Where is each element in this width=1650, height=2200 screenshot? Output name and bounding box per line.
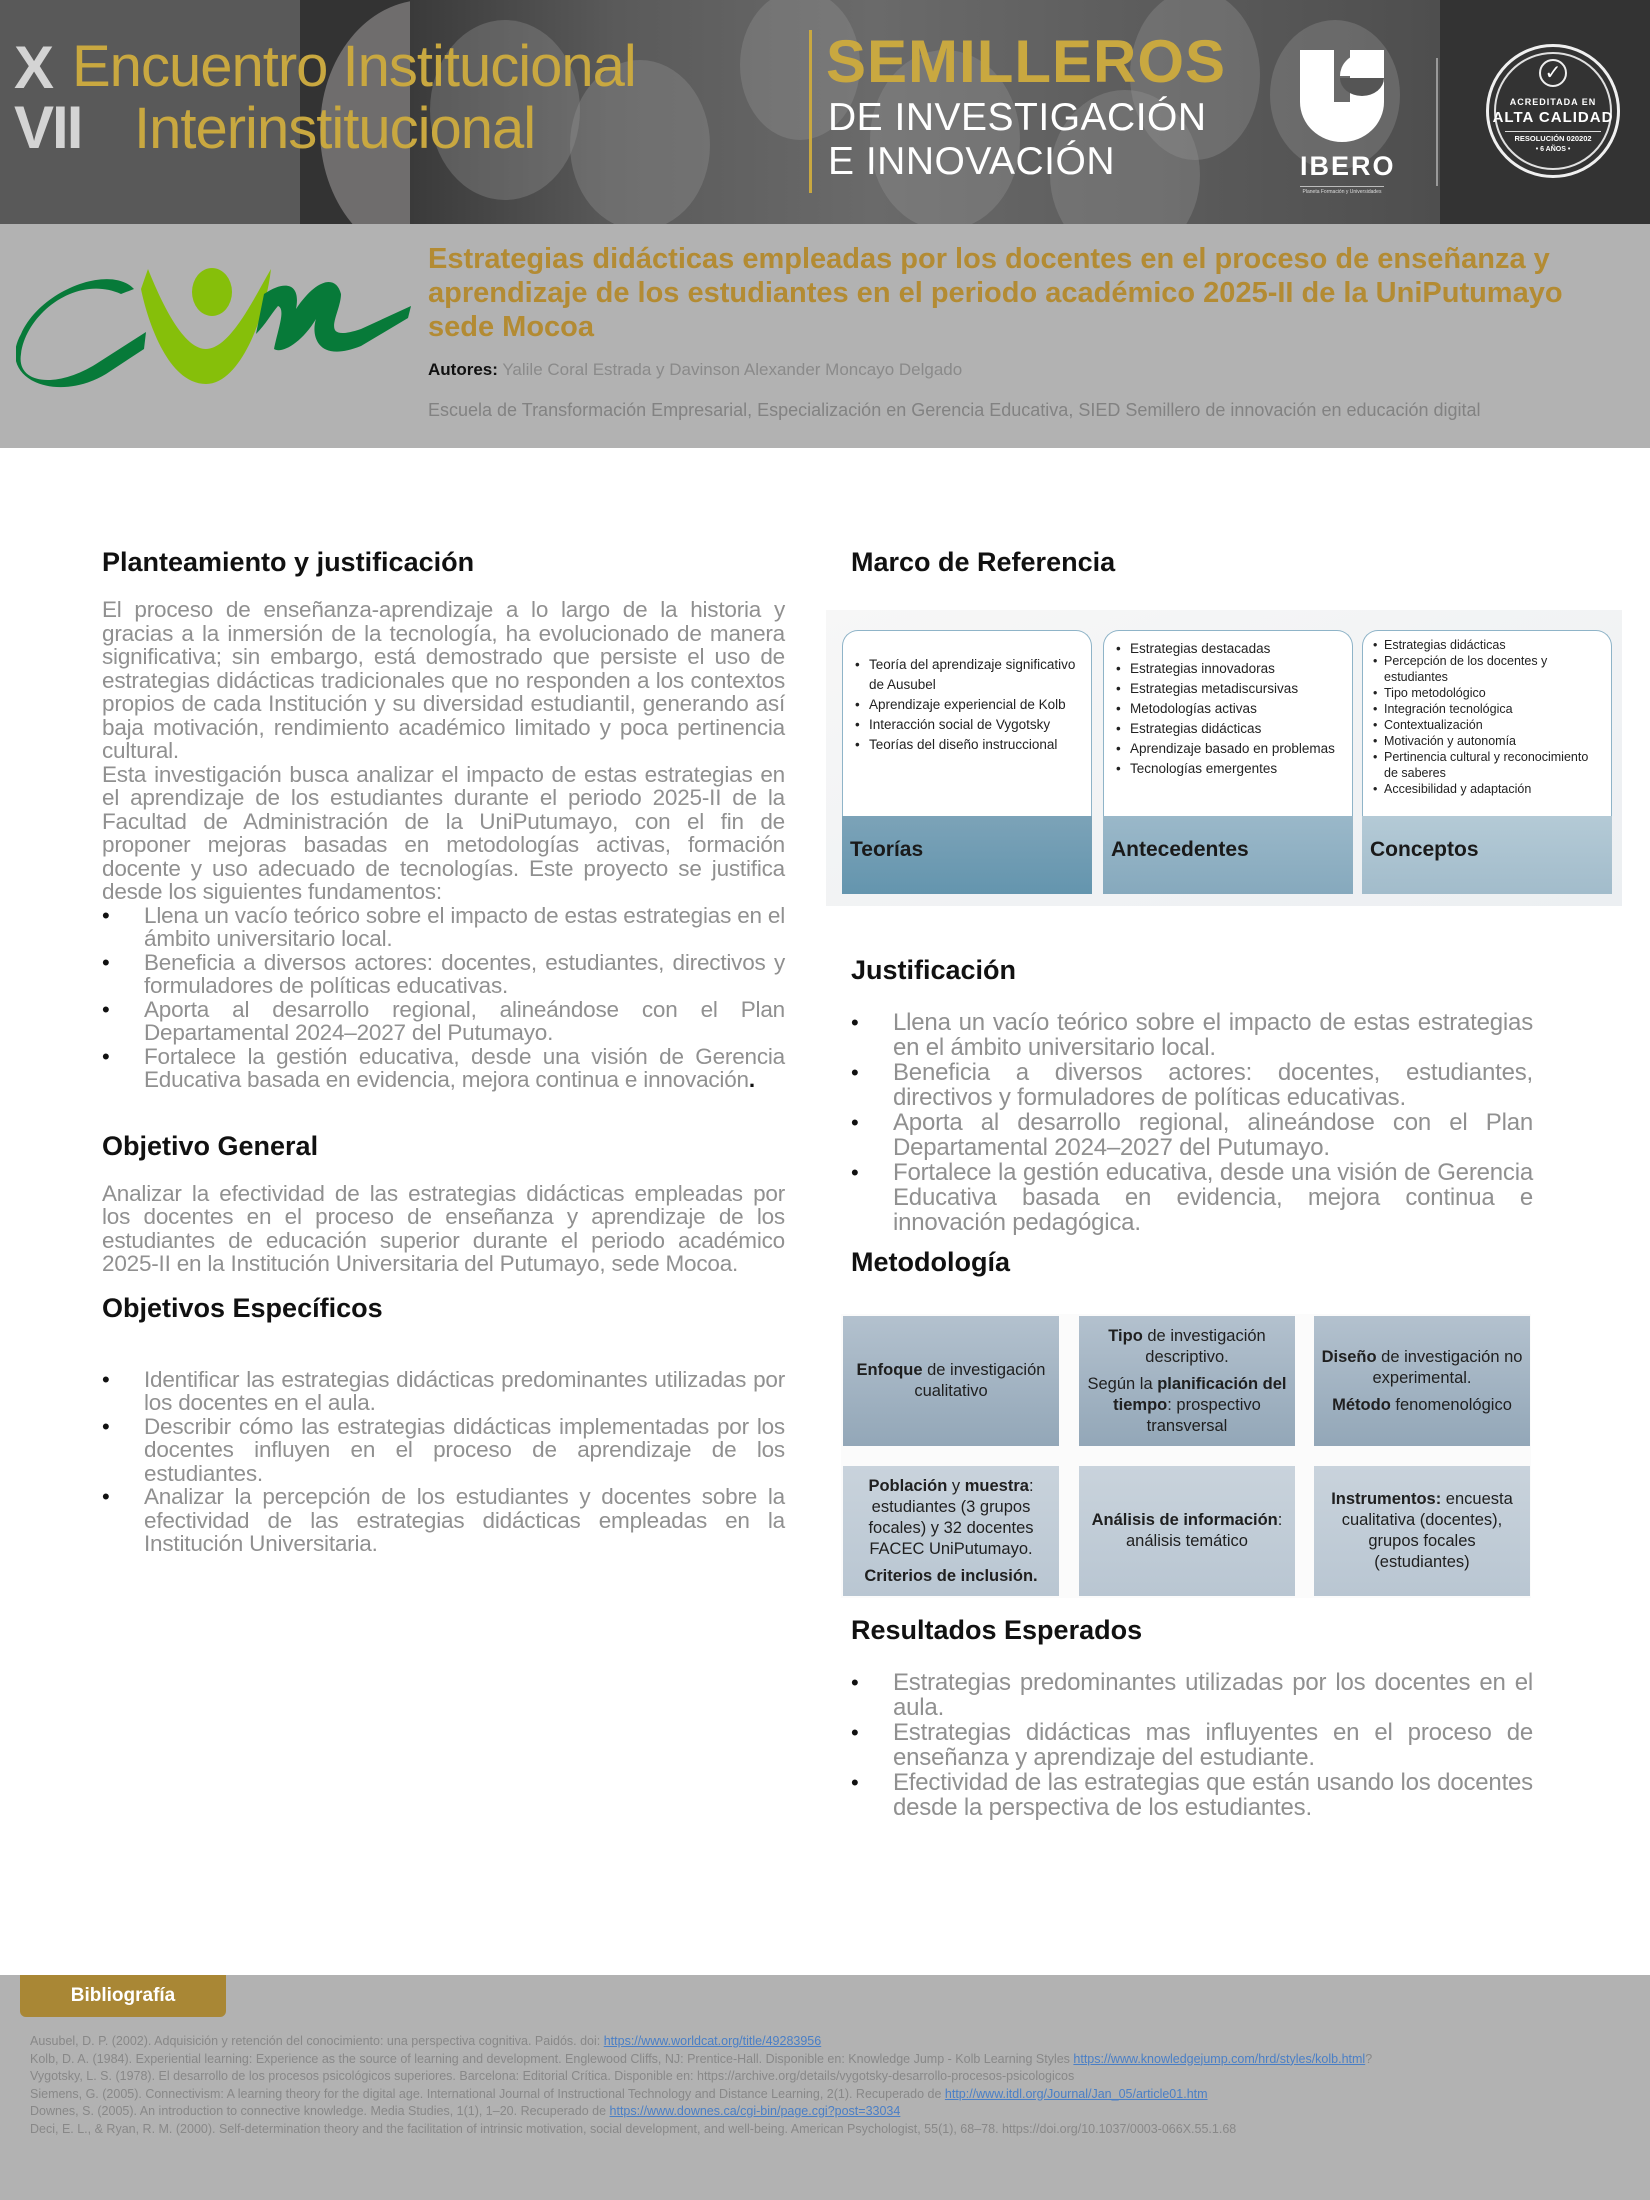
reference-list [30, 2033, 1500, 2138]
section-objetivos-especificos [102, 1290, 785, 1556]
card-label: Conceptos [1362, 816, 1612, 894]
list-item: • Percepción de los docentes y estudiantes [1373, 653, 1601, 685]
card-label: Antecedentes [1103, 816, 1353, 894]
list-item: • Beneficia a diversos actores: docentes, estudiantes, directivos y formuladores de políticas educativas. [851, 1060, 1533, 1110]
list-item: • Fortalece la gestión educativa, desde una visión de Gerencia Educativa basada en evidencia, mejora continua e innovación pedagógica. [851, 1160, 1533, 1235]
paragraph: Analizar la efectividad de las estrategias didácticas empleadas por los docentes en el proceso de enseñanza y aprendizaje de los estudiantes de educación superior durante el periodo académico 2025-II en la Institución Universitaria del Putumayo, sede Mocoa. [102, 1180, 785, 1276]
list-item: • Teorías del diseño instruccional [853, 735, 1081, 755]
ibero-shield-icon [1300, 50, 1384, 142]
right-column [851, 544, 1533, 580]
list-item: • Estrategias metadiscursivas [1114, 679, 1342, 699]
list-item: • Llena un vacío teórico sobre el impacto de estas estrategias en el ámbito universitario local. [102, 904, 785, 951]
fundamentos-list [102, 904, 785, 1092]
list-item: • Estrategias didácticas [1373, 637, 1601, 653]
section-heading: Resultados Esperados [851, 1615, 1143, 1645]
reference-item: Kolb, D. A. (1984). Experiential learning: Experience as the source of learning and development. Englewood Cliffs, NJ: Prentice-Hall. Disponible en: Knowledge Jump - Kolb Learning Styles https://www.knowledgejump.com/hrd/styles/kolb.html? [30, 2051, 1373, 2066]
method-box-enfoque: Enfoque de investigación cualitativo [843, 1316, 1059, 1446]
list-item: • Aprendizaje basado en problemas [1114, 739, 1342, 759]
card-label: Teorías [842, 816, 1092, 894]
list-item: • Aporta al desarrollo regional, alineándose con el Plan Departamental 2024–2027 del Putumayo. [102, 998, 785, 1045]
list-item: • Teoría del aprendizaje significativo de Ausubel [853, 655, 1081, 695]
metodologia-grid [841, 1314, 1531, 1598]
list-item: • Integración tecnológica [1373, 701, 1601, 717]
reference-item: Ausubel, D. P. (2002). Adquisición y retención del conocimiento: una perspectiva cognitiva. Paidós. doi: https://www.worldcat.org/title/49283956 [30, 2034, 822, 2048]
marco-card-antecedentes [1103, 630, 1353, 894]
paragraph: Esta investigación busca analizar el impacto de estas estrategias en el aprendizaje de los estudiantes durante el periodo 2025-II de la Facultad de Administración de la UniPutumayo, con el fin de proponer mejoras basadas en metodologías activas, formación docente y uso adecuado de tecnologías. Este proyecto se justifica desde los siguientes fundamentos: [102, 761, 785, 904]
method-box-tipo: Tipo de investigación descriptivo. Según la planificación del tiempo: prospectivo transversal [1079, 1316, 1295, 1446]
reference-item: Siemens, G. (2005). Connectivism: A learning theory for the digital age. International Journal of Instructional Technology and Distance Learning, 2(1). Recuperado de http://www.itdl.org/Journal/Jan_05/article01.htm [30, 2086, 1208, 2101]
title-band [0, 224, 1650, 448]
ibero-logo [1300, 50, 1396, 195]
list-item: • Estrategias destacadas [1114, 639, 1342, 659]
reference-item: Deci, E. L., & Ryan, R. M. (2000). Self-determination theory and the facilitation of intrinsic motivation, social development, and well-being. American Psychologist, 55(1), 68–78. https://doi.org/10.1037/0003-066X.55.1.68 [30, 2121, 1237, 2136]
reference-link[interactable]: https://www.downes.ca/cgi-bin/page.cgi?post=33034 [609, 2104, 901, 2118]
list-item: • Interacción social de Vygotsky [853, 715, 1081, 735]
edition-roman-numeral: X VII [14, 34, 82, 161]
section-heading: Planteamiento y justificación [102, 547, 475, 577]
checkmark-icon: ✓ [1539, 59, 1567, 87]
reference-item: Vygotsky, L. S. (1978). El desarrollo de los procesos psicológicos superiores. Barcelona: Editorial Crítica. Disponible en: https://archive.org/details/vygotsky-desarrollo-procesos-psicologicos [30, 2069, 1075, 2083]
section-justificacion [851, 952, 1533, 1235]
method-box-instrumentos: Instrumentos: encuesta cualitativa (docentes), grupos focales (estudiantes) [1314, 1466, 1530, 1596]
paper-title: Estrategias didácticas empleadas por los docentes en el proceso de enseñanza y aprendizaje de los estudiantes en el periodo académico 2025-II de la UniPutumayo sede Mocoa [428, 243, 1563, 343]
method-box-analisis: Análisis de información: análisis temático [1079, 1466, 1295, 1596]
list-item: • Metodologías activas [1114, 699, 1342, 719]
header-vertical-divider [1436, 58, 1438, 186]
list-item: • Identificar las estrategias didácticas predominantes utilizadas por los docentes en el aula. [102, 1368, 785, 1415]
gold-divider [809, 30, 812, 193]
section-metodologia [851, 1244, 1533, 1280]
marco-card-teorias [842, 630, 1092, 894]
list-item: • Estrategias didácticas [1114, 719, 1342, 739]
list-item: • Contextualización [1373, 717, 1601, 733]
list-item: • Aporta al desarrollo regional, alineándose con el Plan Departamental 2024–2027 del Putumayo. [851, 1110, 1533, 1160]
ibero-wordmark: IBERO [1300, 151, 1396, 181]
reference-link[interactable]: http://www.itdl.org/Journal/Jan_05/article01.htm [944, 2086, 1208, 2101]
marco-card-conceptos [1362, 630, 1612, 894]
justificacion-list [851, 1010, 1533, 1235]
authors-label: Autores: [428, 360, 498, 379]
resultados-list [851, 1670, 1533, 1820]
cun-logo-icon [16, 254, 416, 404]
event-title: Encuentro Institucional Interinstitucional [72, 34, 636, 161]
section-planteamiento [102, 544, 785, 1092]
list-item: • Beneficia a diversos actores: docentes, estudiantes, directivos y formuladores de políticas educativas. [102, 951, 785, 998]
objetivos-list [102, 1368, 785, 1556]
section-heading: Objetivo General [102, 1130, 319, 1161]
section-heading: Objetivos Específicos [102, 1292, 383, 1323]
authors-line [428, 360, 962, 380]
section-heading: Metodología [851, 1247, 1010, 1277]
list-item: • Estrategias innovadoras [1114, 659, 1342, 679]
left-column [102, 544, 785, 1556]
section-heading: Justificación [851, 955, 1017, 985]
bibliography-section [0, 1975, 1650, 2200]
method-box-poblacion: Población y muestra: estudiantes (3 grupos focales) y 32 docentes FACEC UniPutumayo. Criterios de inclusión. [843, 1466, 1059, 1596]
bibliography-label: Bibliografía [20, 1975, 226, 2017]
list-item: • Estrategias didácticas mas influyentes en el proceso de enseñanza y aprendizaje del estudiante. [851, 1720, 1533, 1770]
list-item: • Llena un vacío teórico sobre el impacto de estas estrategias en el ámbito universitario local. [851, 1010, 1533, 1060]
list-item: • Tecnologías emergentes [1114, 759, 1342, 779]
ibero-tagline: Planeta Formación y Universidades [1300, 186, 1384, 195]
list-item: • Aprendizaje experiencial de Kolb [853, 695, 1081, 715]
reference-link[interactable]: https://www.knowledgejump.com/hrd/styles/kolb.html [1073, 2051, 1366, 2066]
semilleros-subtitle: DE INVESTIGACIÓN E INNOVACIÓN [828, 96, 1207, 183]
list-item: • Estrategias predominantes utilizadas por los docentes en el aula. [851, 1670, 1533, 1720]
list-item: • Tipo metodológico [1373, 685, 1601, 701]
section-objetivo-general [102, 1128, 785, 1276]
list-item: • Analizar la percepción de los estudiantes y docentes sobre la efectividad de las estrategias didácticas empleadas en la Institución Universitaria. [102, 1485, 785, 1556]
accreditation-seal: ✓ ACREDITADA EN ALTA CALIDAD RESOLUCIÓN 020202 • 6 AÑOS • [1486, 44, 1620, 178]
method-box-diseno: Diseño de investigación no experimental. Método fenomenológico [1314, 1316, 1530, 1446]
authors-names: Yalile Coral Estrada y Davinson Alexander Moncayo Delgado [502, 360, 963, 379]
marco-referencia-diagram [826, 610, 1622, 906]
list-item: • Describir cómo las estrategias didácticas implementadas por los docentes influyen en el proceso de aprendizaje de los estudiantes. [102, 1415, 785, 1486]
list-item: • Efectividad de las estrategias que están usando los docentes desde la perspectiva de los estudiantes. [851, 1770, 1533, 1820]
semilleros-title: SEMILLEROS [826, 28, 1227, 95]
reference-link[interactable]: https://www.worldcat.org/title/49283956 [603, 2034, 822, 2048]
section-resultados [851, 1612, 1533, 1820]
paragraph: El proceso de enseñanza-aprendizaje a lo largo de la historia y gracias a la inmersión de la tecnología, ha evolucionado de manera significativa; sin embargo, está demostrado que persiste el uso de estrategias didácticas tradicionales que no responden a los contextos propios de cada Institución y su diversidad estudiantil, generando así baja motivación, rendimiento académico limitado y poca pertinencia cultural. [102, 597, 785, 763]
list-item: • Fortalece la gestión educativa, desde una visión de Gerencia Educativa basada en evidencia, mejora continua e innovación. [102, 1045, 785, 1092]
list-item: • Pertinencia cultural y reconocimiento de saberes [1373, 749, 1601, 781]
event-banner [0, 0, 1650, 224]
reference-item: Downes, S. (2005). An introduction to connective knowledge. Media Studies, 1(1), 1–20. Recuperado de https://www.downes.ca/cgi-bin/page.cgi?post=33034 [30, 2104, 901, 2118]
affiliation: Escuela de Transformación Empresarial, Especialización en Gerencia Educativa, SIED Semillero de innovación en educación digital [428, 400, 1481, 420]
section-heading-marco: Marco de Referencia [851, 547, 1116, 577]
list-item: • Accesibilidad y adaptación [1373, 781, 1601, 797]
list-item: • Motivación y autonomía [1373, 733, 1601, 749]
